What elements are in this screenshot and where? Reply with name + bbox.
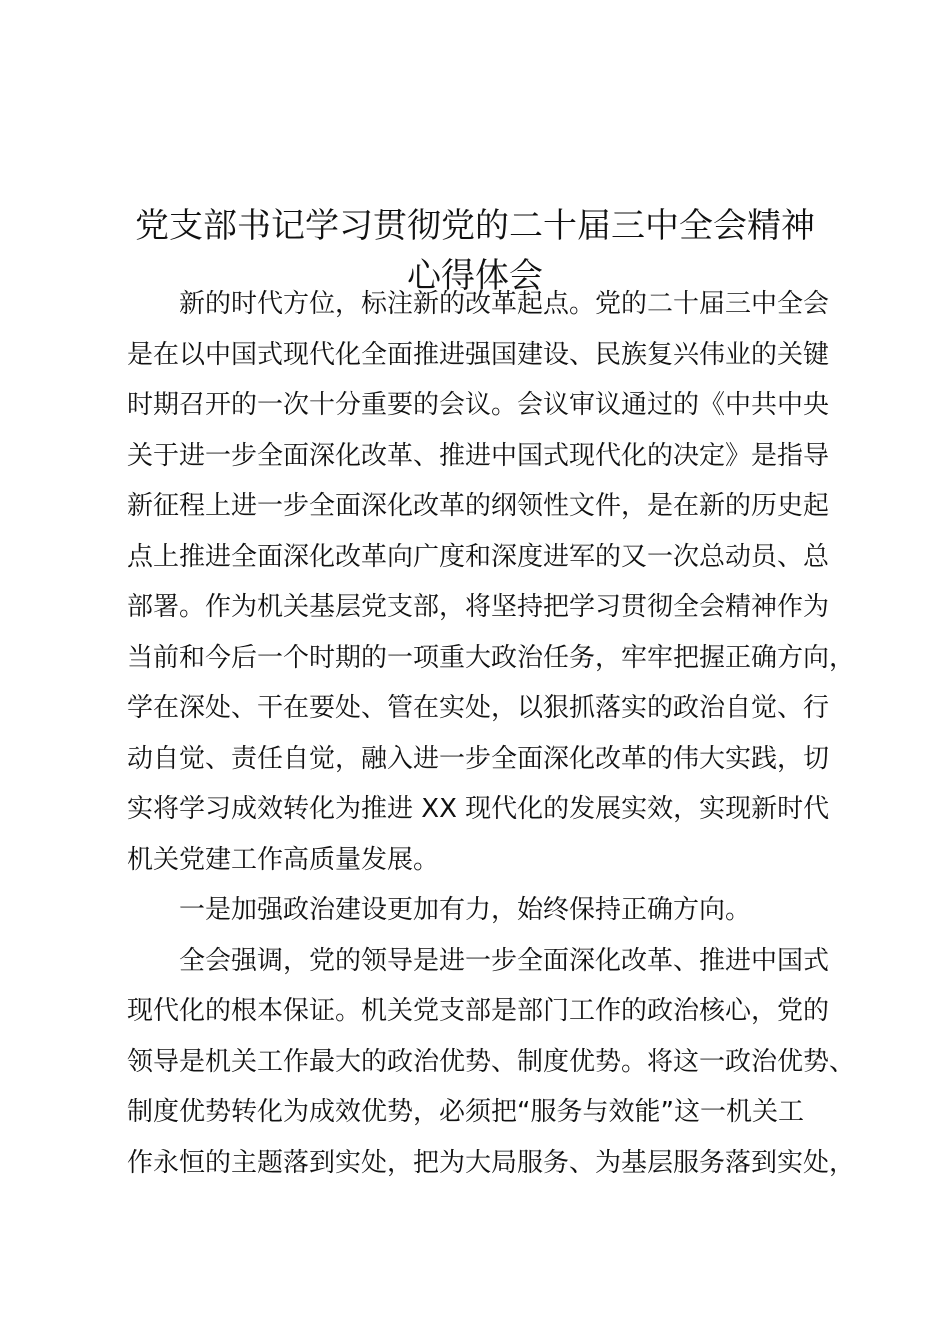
text-line: 制度优势转化为成效优势，必须把“服务与效能”这一机关工 <box>127 1097 804 1127</box>
text-line: 当前和今后一个时期的一项重大政治任务，牢牢把握正确方向， <box>127 642 856 673</box>
text-line: 部署。作为机关基层党支部，将坚持把学习贯彻全会精神作为 <box>127 592 830 622</box>
text-line: 现代化的根本保证。机关党支部是部门工作的政治核心，党的 <box>127 996 830 1026</box>
text-line: 是在以中国式现代化全面推进强国建设、民族复兴伟业的关键 <box>127 339 830 370</box>
text-line: 时期召开的一次十分重要的会议。会议审议通过的《中共中央 <box>127 390 830 420</box>
text-line: 机关党建工作高质量发展。 <box>127 844 440 875</box>
document-body <box>127 279 856 1188</box>
text-line: 学在深处、干在要处、管在实处，以狠抓落实的政治自觉、行 <box>127 693 830 723</box>
text-line: 动自觉、责任自觉，融入进一步全面深化改革的伟大实践，切 <box>127 743 830 774</box>
text-line: 领导是机关工作最大的政治优势、制度优势。将这一政治优势、 <box>127 1046 856 1077</box>
text-line: 关于进一步全面深化改革、推进中国式现代化的决定》是指导 <box>127 440 830 471</box>
text-line: 全会强调，党的领导是进一步全面深化改革、推进中国式 <box>179 945 830 976</box>
text-line: 实将学习成效转化为推进 XX 现代化的发展实效，实现新时代 <box>127 794 830 824</box>
paragraph-section-body <box>127 936 856 1189</box>
text-line: 新征程上进一步全面深化改革的纲领性文件，是在新的历史起 <box>127 491 830 521</box>
title-line-1: 党支部书记学习贯彻党的二十届三中全会精神 <box>135 205 815 246</box>
text-line: 点上推进全面深化改革向广度和深度进军的又一次总动员、总 <box>127 541 830 572</box>
paragraph-intro <box>127 279 856 885</box>
section-heading-line: 一是加强政治建设更加有力，始终保持正确方向。 <box>179 895 752 925</box>
text-line: 作永恒的主题落到实处，把为大局服务、为基层服务落到实处， <box>127 1147 856 1178</box>
text-line: 新的时代方位，标注新的改革起点。党的二十届三中全会 <box>179 289 830 319</box>
paragraph-section-heading <box>127 885 853 936</box>
title-line-2: 心得体会 <box>407 255 543 296</box>
